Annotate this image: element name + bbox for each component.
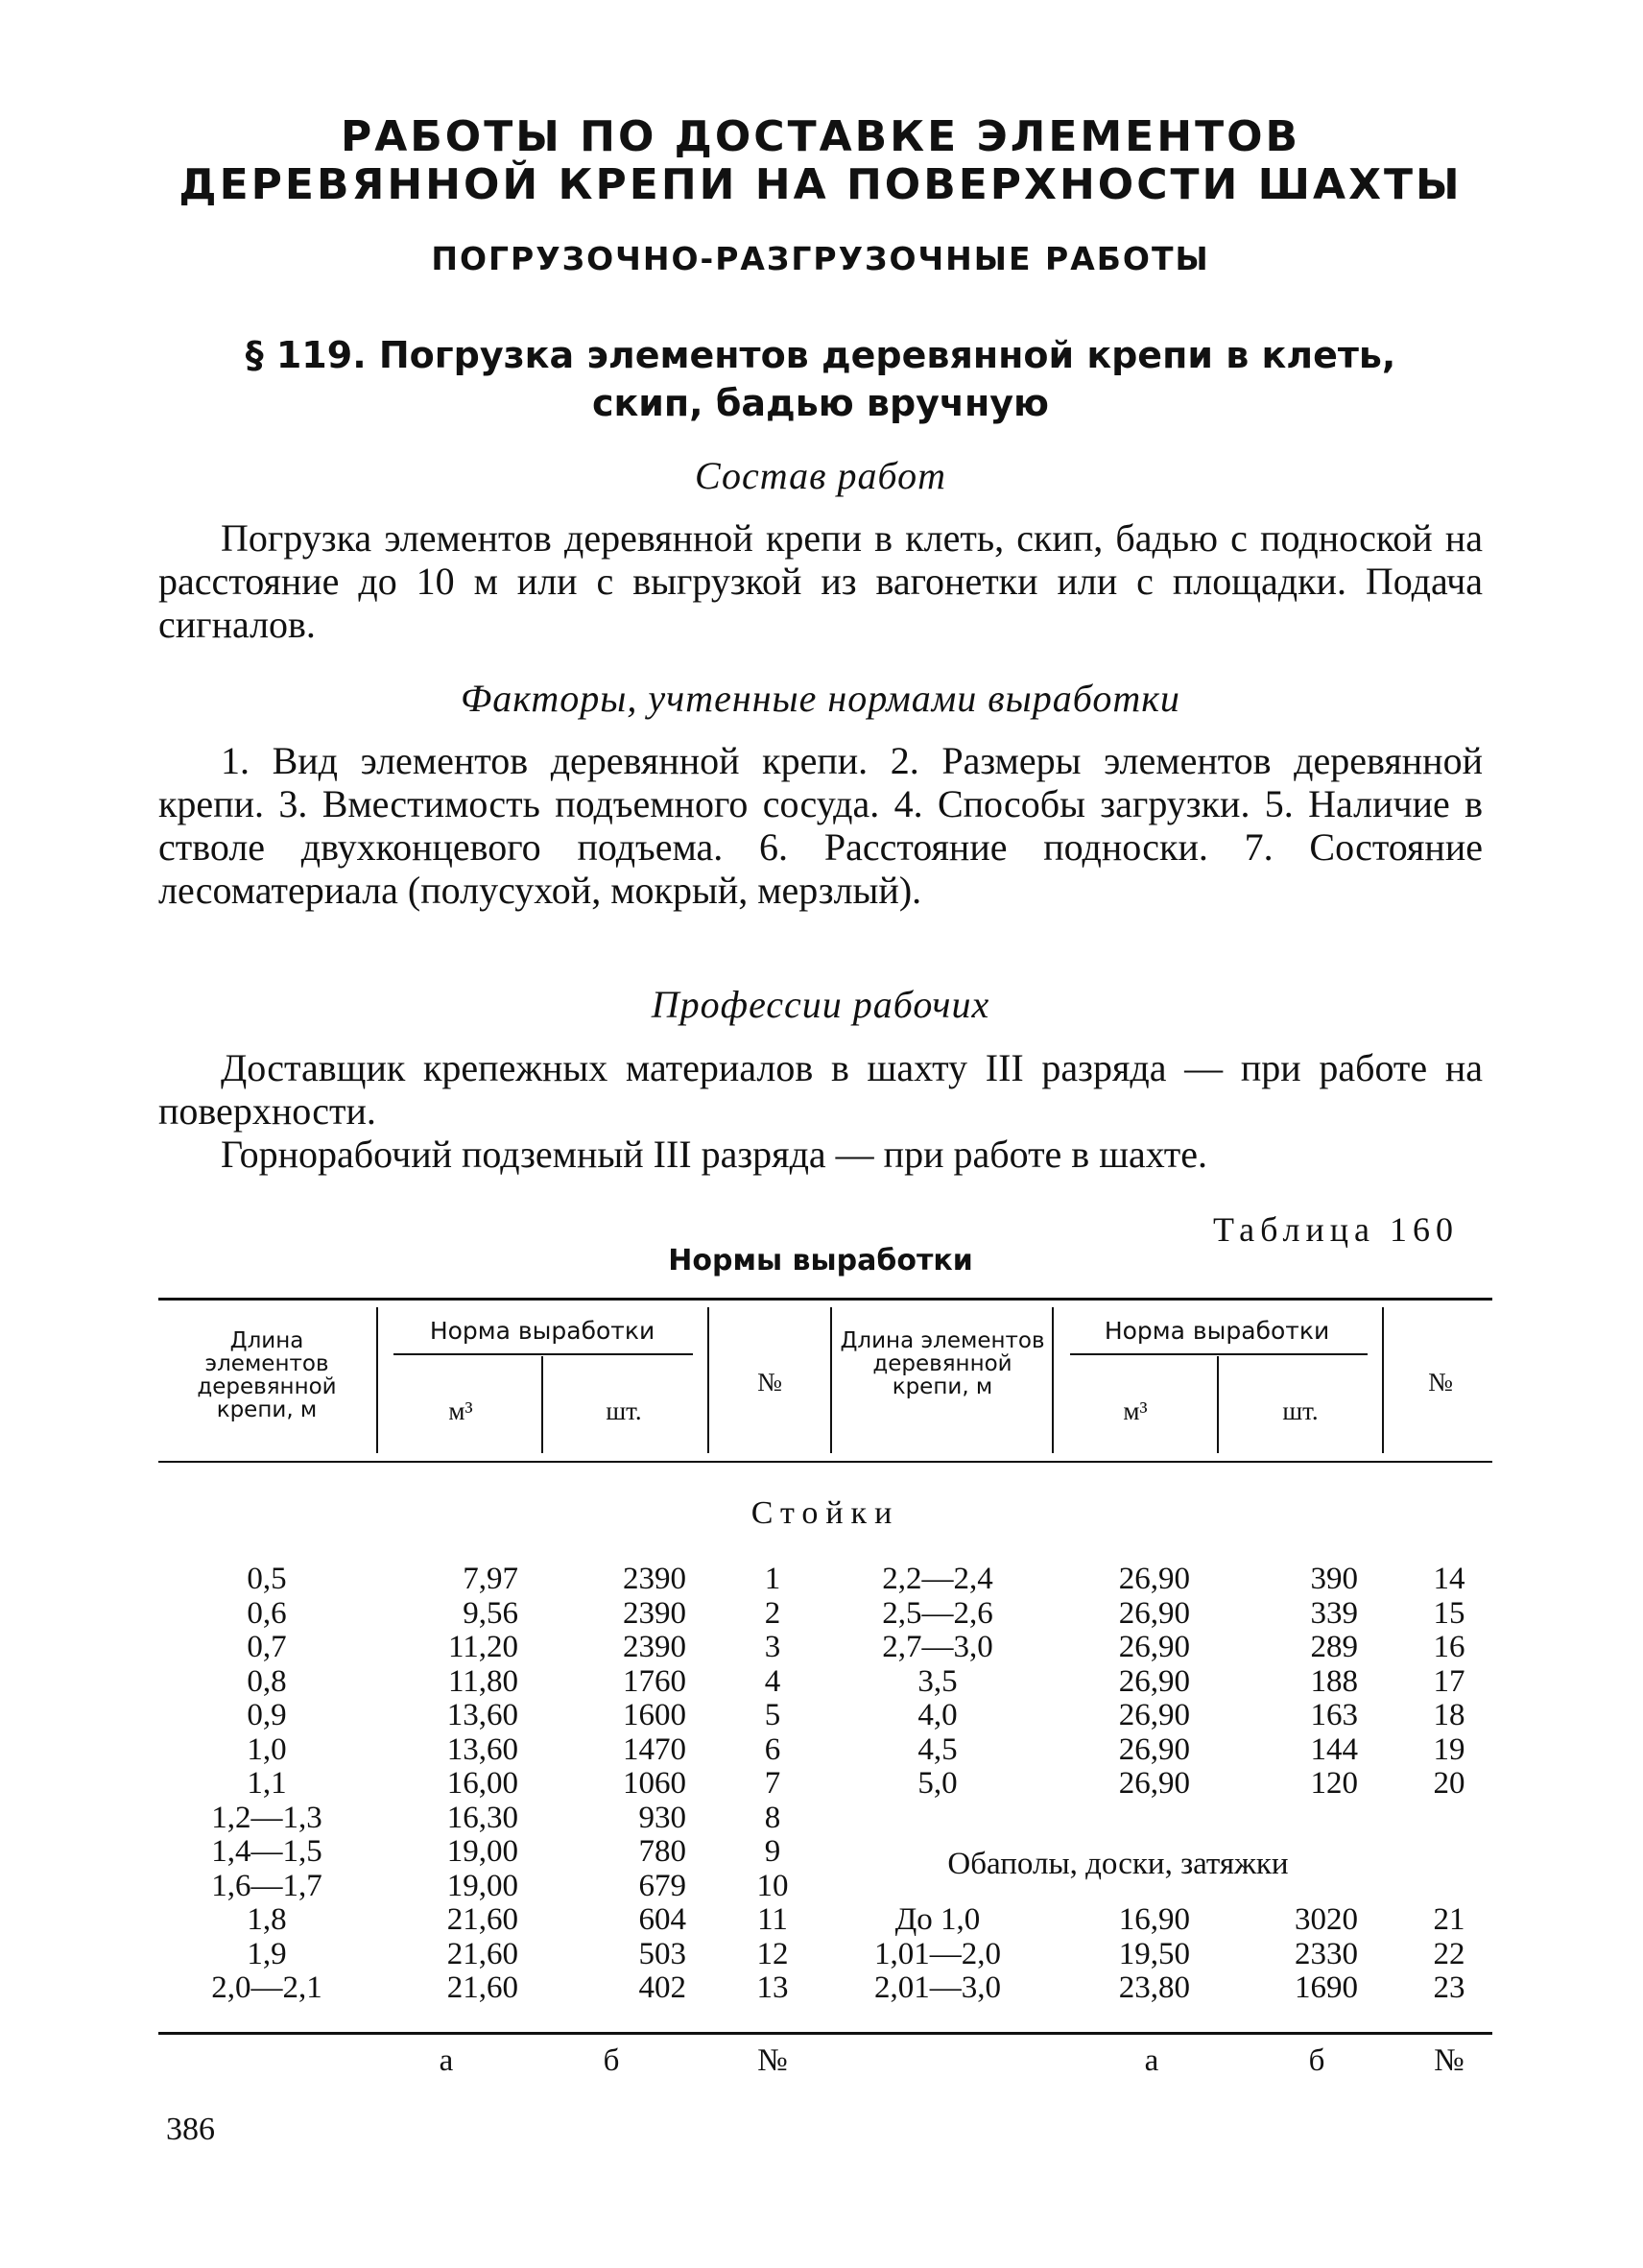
- cell-pcs: 144: [1310, 1731, 1358, 1767]
- cell-pcs: 289: [1310, 1630, 1358, 1664]
- cell-length: До 1,0: [894, 1902, 981, 1937]
- cell-num: 14: [1433, 1562, 1465, 1596]
- cell-m3: 21,60: [446, 1970, 518, 2005]
- factors-title: Факторы, учтенные нормами выработки: [461, 677, 1180, 720]
- cell-m3: 11,80: [447, 1663, 518, 1699]
- group-title-obapoly: Обаполы, доски, затяжки: [947, 1847, 1289, 1881]
- header-pcs-right: шт.: [1282, 1397, 1319, 1425]
- cell-num: 21: [1433, 1902, 1465, 1937]
- header-separator: [376, 1307, 378, 1453]
- header-bottom-rule: [158, 1461, 1492, 1463]
- cell-pcs: 2390: [623, 1630, 686, 1664]
- page: [158, 0, 1483, 2268]
- cell-m3: 16,30: [446, 1800, 518, 1835]
- cell-pcs: 1470: [623, 1731, 686, 1767]
- norm-header-rule-right: [1070, 1353, 1368, 1355]
- subheading: ПОГРУЗОЧНО-РАЗГРУЗОЧНЫЕ РАБОТЫ: [431, 240, 1210, 277]
- cell-num: 11: [757, 1902, 788, 1937]
- page-number: 386: [166, 2112, 215, 2147]
- cell-pcs: 780: [638, 1834, 686, 1869]
- cell-length: 0,8: [247, 1663, 287, 1699]
- cell-pcs: 1760: [623, 1663, 686, 1699]
- table-bottom-rule: [158, 2032, 1492, 2035]
- composition-text: Погрузка элементов деревянной крепи в клеть, скип, бадью с подноской на расстояние до 10 м или с выгрузкой из вагонетки или с площадки. Подача сигналов.: [158, 516, 1483, 646]
- cell-pcs: 1690: [1295, 1970, 1358, 2005]
- cell-m3: 26,90: [1118, 1562, 1190, 1596]
- footer-a-left: а: [439, 2043, 454, 2078]
- header-separator: [1052, 1307, 1054, 1453]
- header-norm-left: Норма выработки: [429, 1317, 655, 1345]
- cell-num: 22: [1433, 1936, 1465, 1971]
- table-title: Нормы выработки: [668, 1244, 973, 1277]
- footer-num-right: №: [1434, 2043, 1464, 2078]
- cell-pcs: 2330: [1295, 1936, 1358, 1971]
- cell-length: 2,5—2,6: [882, 1595, 993, 1631]
- cell-pcs: 120: [1310, 1766, 1358, 1801]
- cell-length: 0,9: [247, 1698, 287, 1732]
- cell-length: 2,0—2,1: [211, 1970, 322, 2005]
- cell-m3: 26,90: [1118, 1595, 1190, 1631]
- footer-b-left: б: [603, 2043, 620, 2078]
- cell-pcs: 930: [638, 1800, 686, 1835]
- cell-pcs: 2390: [623, 1595, 686, 1631]
- footer-b-right: б: [1308, 2043, 1325, 2078]
- cell-num: 17: [1433, 1663, 1465, 1699]
- cell-pcs: 3020: [1295, 1902, 1358, 1937]
- cell-num: 4: [764, 1663, 781, 1699]
- header-norm-right: Норма выработки: [1104, 1317, 1330, 1345]
- header-separator: [830, 1307, 832, 1453]
- professions-title: Профессии рабочих: [651, 983, 990, 1026]
- footer-num-left: №: [757, 2043, 788, 2078]
- cell-num: 15: [1433, 1595, 1465, 1631]
- cell-pcs: 2390: [623, 1562, 686, 1596]
- cell-m3: 9,56: [463, 1595, 518, 1631]
- cell-length: 4,0: [917, 1698, 958, 1732]
- cell-pcs: 188: [1310, 1663, 1358, 1699]
- cell-num: 1: [764, 1562, 781, 1596]
- cell-length: 2,2—2,4: [882, 1562, 993, 1596]
- cell-length: 2,7—3,0: [882, 1630, 993, 1664]
- cell-m3: 13,60: [446, 1698, 518, 1732]
- header-pcs-left: шт.: [606, 1397, 642, 1425]
- group-title-stoiki: Стойки: [750, 1495, 900, 1531]
- cell-length: 1,01—2,0: [874, 1936, 1001, 1971]
- professions-text-1: Доставщик крепежных материалов в шахту III разряда — при работе на поверхности.: [158, 1046, 1483, 1133]
- cell-length: 3,5: [917, 1663, 958, 1699]
- cell-length: 1,9: [247, 1936, 287, 1971]
- header-separator: [1382, 1307, 1384, 1453]
- cell-length: 4,5: [917, 1731, 958, 1767]
- cell-length: 0,7: [247, 1630, 287, 1664]
- cell-m3: 11,20: [447, 1630, 518, 1664]
- cell-pcs: 1060: [623, 1766, 686, 1801]
- professions-text-2: Горнорабочий подземный III разряда — при работе в шахте.: [221, 1133, 1207, 1176]
- cell-m3: 26,90: [1118, 1663, 1190, 1699]
- table-caption: Таблица 160: [1213, 1210, 1459, 1249]
- cell-length: 1,8: [247, 1902, 287, 1937]
- cell-m3: 26,90: [1118, 1731, 1190, 1767]
- cell-m3: 19,00: [446, 1868, 518, 1903]
- header-separator: [541, 1356, 543, 1453]
- header-separator: [707, 1307, 709, 1453]
- composition-title: Состав работ: [695, 454, 946, 497]
- cell-m3: 19,50: [1118, 1936, 1190, 1971]
- cell-num: 9: [764, 1834, 781, 1869]
- cell-m3: 7,97: [463, 1562, 518, 1596]
- cell-m3: 16,00: [446, 1766, 518, 1801]
- cell-pcs: 604: [638, 1902, 686, 1937]
- cell-num: 5: [764, 1698, 781, 1732]
- cell-pcs: 503: [638, 1936, 686, 1971]
- header-length-right: Длина элементов деревянной крепи, м: [840, 1328, 1045, 1399]
- cell-length: 5,0: [917, 1766, 958, 1801]
- cell-m3: 26,90: [1118, 1766, 1190, 1801]
- cell-m3: 13,60: [446, 1731, 518, 1767]
- cell-num: 13: [756, 1970, 789, 2005]
- cell-length: 1,6—1,7: [211, 1868, 322, 1903]
- cell-length: 1,0: [247, 1731, 287, 1767]
- section-title-line-2: скип, бадью вручную: [591, 382, 1049, 424]
- cell-length: 1,4—1,5: [211, 1834, 322, 1869]
- cell-pcs: 339: [1310, 1595, 1358, 1631]
- cell-pcs: 390: [1310, 1562, 1358, 1596]
- header-length-left: Длина элементов деревянной крепи, м: [197, 1328, 337, 1422]
- header-num-right: №: [1428, 1368, 1453, 1397]
- header-num-left: №: [757, 1368, 782, 1397]
- cell-num: 20: [1433, 1766, 1465, 1801]
- cell-num: 18: [1433, 1698, 1465, 1732]
- cell-num: 6: [764, 1731, 781, 1767]
- cell-num: 7: [764, 1766, 781, 1801]
- cell-m3: 26,90: [1118, 1698, 1190, 1732]
- section-title-line-1: § 119. Погрузка элементов деревянной крепи в клеть,: [245, 334, 1396, 376]
- cell-m3: 21,60: [446, 1936, 518, 1971]
- cell-pcs: 402: [638, 1970, 686, 2005]
- factors-text: 1. Вид элементов деревянной крепи. 2. Размеры элементов деревянной крепи. 3. Вместимость подъемного сосуда. 4. Способы загрузки. 5. Наличие в стволе двухконцевого подъема. 6. Расстояние подноски. 7. Состояние лесоматериала (полусухой, мокрый, мерзлый).: [158, 739, 1483, 912]
- cell-length: 1,1: [247, 1766, 287, 1801]
- cell-pcs: 679: [638, 1868, 686, 1903]
- main-heading-line-1: РАБОТЫ ПО ДОСТАВКЕ ЭЛЕМЕНТОВ: [340, 112, 1301, 161]
- cell-num: 23: [1433, 1970, 1465, 2005]
- cell-m3: 21,60: [446, 1902, 518, 1937]
- norm-header-rule-left: [393, 1353, 693, 1355]
- cell-num: 2: [764, 1595, 781, 1631]
- cell-length: 0,5: [247, 1562, 287, 1596]
- cell-num: 19: [1433, 1731, 1465, 1767]
- header-m3-left: м³: [448, 1397, 473, 1425]
- cell-m3: 26,90: [1118, 1630, 1190, 1664]
- cell-length: 1,2—1,3: [211, 1800, 322, 1835]
- main-heading-line-2: ДЕРЕВЯННОЙ КРЕПИ НА ПОВЕРХНОСТИ ШАХТЫ: [179, 160, 1463, 209]
- header-separator: [1217, 1356, 1219, 1453]
- footer-a-right: а: [1144, 2043, 1159, 2078]
- header-m3-right: м³: [1123, 1397, 1148, 1425]
- cell-num: 8: [764, 1800, 781, 1835]
- cell-length: 2,01—3,0: [874, 1970, 1001, 2005]
- cell-pcs: 1600: [623, 1698, 686, 1732]
- cell-m3: 23,80: [1118, 1970, 1190, 2005]
- cell-num: 16: [1433, 1630, 1465, 1664]
- cell-num: 10: [756, 1868, 789, 1903]
- cell-length: 0,6: [247, 1595, 287, 1631]
- cell-m3: 16,90: [1118, 1902, 1190, 1937]
- cell-num: 12: [756, 1936, 789, 1971]
- cell-m3: 19,00: [446, 1834, 518, 1869]
- cell-pcs: 163: [1310, 1698, 1358, 1732]
- table-top-rule: [158, 1298, 1492, 1301]
- cell-num: 3: [764, 1630, 781, 1664]
